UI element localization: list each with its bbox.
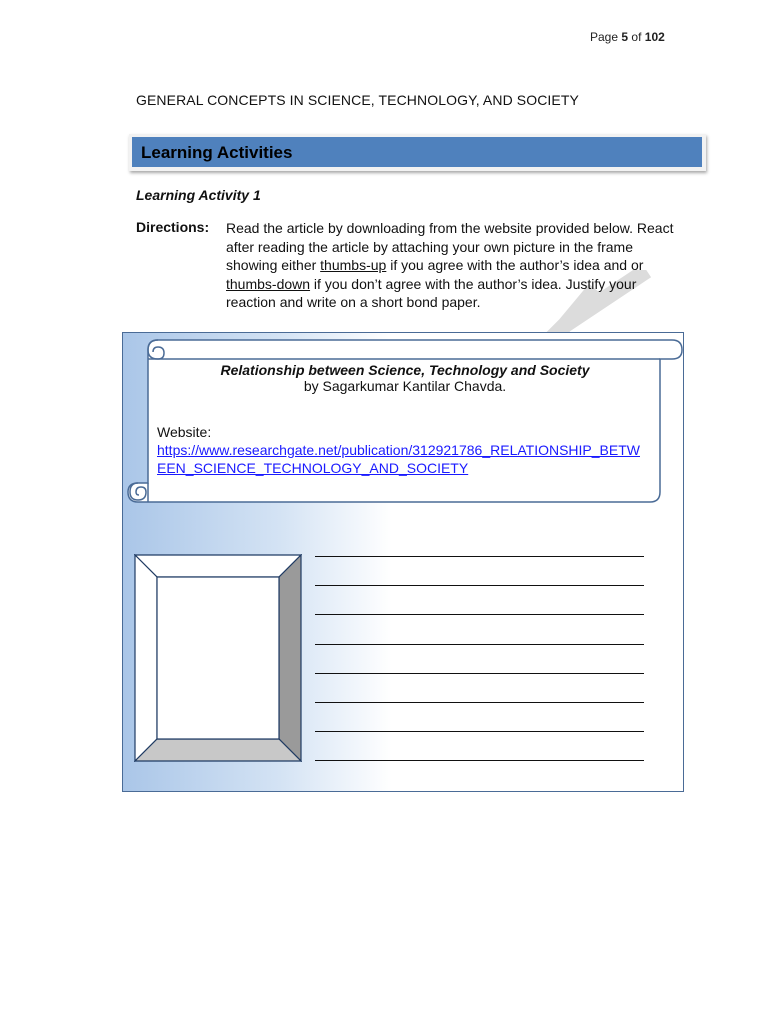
answer-line[interactable]: [315, 644, 644, 645]
picture-frame: [134, 554, 302, 762]
answer-line[interactable]: [315, 556, 644, 557]
answer-line[interactable]: [315, 731, 644, 732]
directions-text-part-3: if you don’t agree with the author’s idea. Justify your reaction and write on a short bond paper.: [226, 275, 637, 311]
page-total: 102: [644, 30, 665, 44]
document-title: GENERAL CONCEPTS IN SCIENCE, TECHNOLOGY, AND SOCIETY: [136, 92, 579, 108]
answer-line[interactable]: [315, 760, 644, 761]
article-author: by Sagarkumar Kantilar Chavda.: [303, 378, 507, 394]
thumbs-up-text: thumbs-up: [320, 257, 387, 274]
thumbs-down-text: thumbs-down: [226, 275, 311, 292]
article-header: [150, 362, 660, 394]
banner-fill: [132, 137, 702, 167]
directions-text-part-2: if you agree with the author’s idea and or: [386, 257, 644, 274]
page-current: 5: [621, 30, 629, 44]
section-banner: [129, 134, 706, 171]
answer-line[interactable]: [315, 673, 644, 674]
article-title: Relationship between Science, Technology and Society: [220, 362, 590, 378]
page-number: [590, 30, 665, 44]
directions-label: Directions:: [136, 219, 210, 235]
page-label: Page: [590, 30, 619, 44]
activity-title: Learning Activity 1: [136, 187, 261, 203]
answer-line[interactable]: [315, 585, 644, 586]
website-label: Website:: [157, 424, 212, 440]
directions-text: [226, 219, 681, 312]
banner-title: Learning Activities: [141, 143, 293, 162]
directions-text-part-1: Read the article by downloading from the website provided below. React after reading the article by attaching your own picture in the frame showing either: [226, 220, 674, 274]
scroll-banner: [124, 332, 684, 510]
answer-line[interactable]: [315, 614, 644, 615]
answer-line[interactable]: [315, 702, 644, 703]
page-of: of: [631, 30, 642, 44]
article-link[interactable]: https://www.researchgate.net/publication/312921786_RELATIONSHIP_BETWEEN_SCIENCE_TECHNOLOGY_AND_SOCIETY: [157, 442, 640, 476]
